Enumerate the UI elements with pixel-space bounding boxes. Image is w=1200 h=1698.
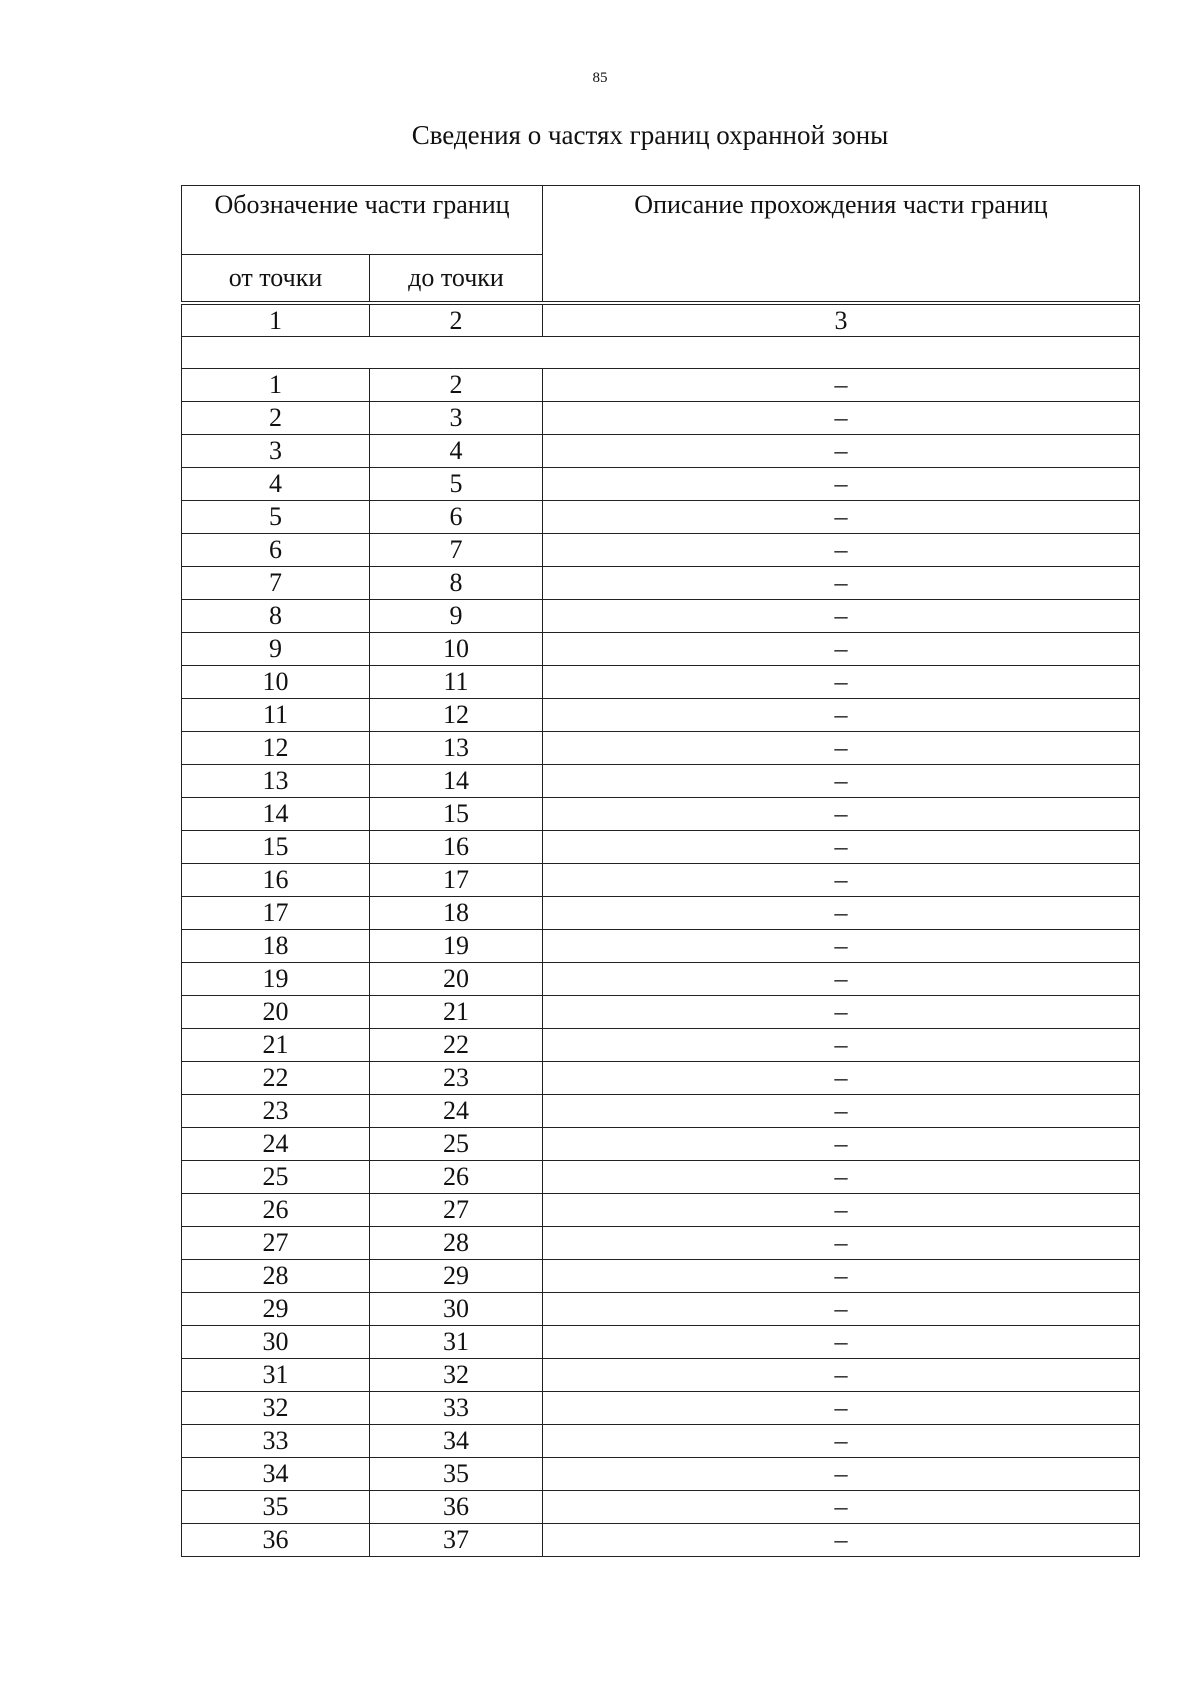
to-point-cell: 34 [370, 1425, 543, 1458]
to-point-cell: 33 [370, 1392, 543, 1425]
description-cell: – [543, 1128, 1140, 1161]
to-point-cell: 22 [370, 1029, 543, 1062]
to-point-cell: 19 [370, 930, 543, 963]
table-row [182, 996, 1140, 1029]
table-row [182, 534, 1140, 567]
from-point-cell: 35 [182, 1491, 370, 1524]
to-point-cell: 25 [370, 1128, 543, 1161]
column-number-row [182, 305, 1140, 337]
to-point-cell: 15 [370, 798, 543, 831]
from-point-cell: 13 [182, 765, 370, 798]
to-point-cell: 7 [370, 534, 543, 567]
from-point-cell: 28 [182, 1260, 370, 1293]
description-cell: – [543, 1326, 1140, 1359]
column-number: 2 [370, 305, 543, 337]
from-point-cell: 15 [182, 831, 370, 864]
from-point-cell: 32 [182, 1392, 370, 1425]
from-point-cell: 34 [182, 1458, 370, 1491]
description-cell: – [543, 996, 1140, 1029]
table-row [182, 1260, 1140, 1293]
from-point-cell: 7 [182, 567, 370, 600]
table-row [182, 831, 1140, 864]
description-cell: – [543, 765, 1140, 798]
from-point-cell: 29 [182, 1293, 370, 1326]
section-blank-row [182, 337, 1140, 369]
to-point-cell: 4 [370, 435, 543, 468]
from-point-cell: 9 [182, 633, 370, 666]
description-cell: – [543, 435, 1140, 468]
table-row [182, 501, 1140, 534]
table-row [182, 963, 1140, 996]
column-number: 1 [182, 305, 370, 337]
from-point-cell: 12 [182, 732, 370, 765]
to-point-cell: 8 [370, 567, 543, 600]
from-point-cell: 23 [182, 1095, 370, 1128]
from-point-cell: 2 [182, 402, 370, 435]
to-point-cell: 27 [370, 1194, 543, 1227]
table-row [182, 897, 1140, 930]
description-cell: – [543, 1425, 1140, 1458]
description-cell: – [543, 567, 1140, 600]
table-row [182, 1425, 1140, 1458]
from-point-cell: 33 [182, 1425, 370, 1458]
from-point-cell: 24 [182, 1128, 370, 1161]
description-cell: – [543, 1260, 1140, 1293]
page-number: 85 [592, 70, 608, 86]
description-cell: – [543, 1062, 1140, 1095]
table-row [182, 864, 1140, 897]
description-cell: – [543, 963, 1140, 996]
header-to: до точки [370, 255, 543, 302]
section-blank-cell [182, 337, 1140, 369]
header-description-label: Описание прохождения части границ [634, 190, 1048, 219]
from-point-cell: 18 [182, 930, 370, 963]
description-cell: – [543, 798, 1140, 831]
description-cell: – [543, 897, 1140, 930]
description-cell: – [543, 1359, 1140, 1392]
description-cell: – [543, 1095, 1140, 1128]
to-point-cell: 29 [370, 1260, 543, 1293]
description-cell: – [543, 1029, 1140, 1062]
table-row [182, 1392, 1140, 1425]
to-point-cell: 6 [370, 501, 543, 534]
to-point-cell: 37 [370, 1524, 543, 1557]
table-row [182, 1293, 1140, 1326]
description-cell: – [543, 666, 1140, 699]
header-group-cell [182, 186, 543, 255]
to-point-cell: 11 [370, 666, 543, 699]
from-point-cell: 20 [182, 996, 370, 1029]
description-cell: – [543, 831, 1140, 864]
to-point-cell: 2 [370, 369, 543, 402]
table-row [182, 765, 1140, 798]
from-point-cell: 17 [182, 897, 370, 930]
description-cell: – [543, 732, 1140, 765]
table-row [182, 1227, 1140, 1260]
header-description-cell [543, 186, 1140, 302]
table-row [182, 1095, 1140, 1128]
header-row [182, 186, 1140, 255]
to-point-cell: 26 [370, 1161, 543, 1194]
description-cell: – [543, 1227, 1140, 1260]
to-point-cell: 16 [370, 831, 543, 864]
header-from: от точки [182, 255, 370, 302]
to-point-cell: 28 [370, 1227, 543, 1260]
from-point-cell: 27 [182, 1227, 370, 1260]
table-row [182, 600, 1140, 633]
from-point-cell: 16 [182, 864, 370, 897]
to-point-cell: 36 [370, 1491, 543, 1524]
from-point-cell: 8 [182, 600, 370, 633]
table-row [182, 468, 1140, 501]
from-point-cell: 4 [182, 468, 370, 501]
from-point-cell: 19 [182, 963, 370, 996]
from-point-cell: 6 [182, 534, 370, 567]
description-cell: – [543, 930, 1140, 963]
table-row [182, 633, 1140, 666]
table-row [182, 369, 1140, 402]
table-row [182, 930, 1140, 963]
from-point-cell: 21 [182, 1029, 370, 1062]
to-point-cell: 17 [370, 864, 543, 897]
from-point-cell: 31 [182, 1359, 370, 1392]
description-cell: – [543, 864, 1140, 897]
description-cell: – [543, 1161, 1140, 1194]
table-row [182, 699, 1140, 732]
to-point-cell: 30 [370, 1293, 543, 1326]
table-row [182, 1359, 1140, 1392]
description-cell: – [543, 369, 1140, 402]
table-body [182, 186, 1140, 1557]
table-row [182, 798, 1140, 831]
header-group-label: Обозначение части границ [214, 190, 510, 219]
table-row [182, 1491, 1140, 1524]
table-row [182, 666, 1140, 699]
table-row [182, 435, 1140, 468]
table-row [182, 1194, 1140, 1227]
to-point-cell: 10 [370, 633, 543, 666]
description-cell: – [543, 600, 1140, 633]
from-point-cell: 1 [182, 369, 370, 402]
to-point-cell: 24 [370, 1095, 543, 1128]
table-row [182, 1458, 1140, 1491]
description-cell: – [543, 501, 1140, 534]
from-point-cell: 22 [182, 1062, 370, 1095]
to-point-cell: 14 [370, 765, 543, 798]
table-row [182, 1326, 1140, 1359]
to-point-cell: 35 [370, 1458, 543, 1491]
table-row [182, 1029, 1140, 1062]
description-cell: – [543, 1524, 1140, 1557]
table-row [182, 402, 1140, 435]
description-cell: – [543, 699, 1140, 732]
from-point-cell: 5 [182, 501, 370, 534]
description-cell: – [543, 1194, 1140, 1227]
to-point-cell: 31 [370, 1326, 543, 1359]
to-point-cell: 12 [370, 699, 543, 732]
description-cell: – [543, 1458, 1140, 1491]
table-row [182, 732, 1140, 765]
to-point-cell: 13 [370, 732, 543, 765]
from-point-cell: 10 [182, 666, 370, 699]
page-title: Сведения о частях границ охранной зоны [411, 120, 889, 150]
from-point-cell: 11 [182, 699, 370, 732]
description-cell: – [543, 633, 1140, 666]
description-cell: – [543, 468, 1140, 501]
to-point-cell: 32 [370, 1359, 543, 1392]
from-point-cell: 3 [182, 435, 370, 468]
description-cell: – [543, 1293, 1140, 1326]
description-cell: – [543, 1491, 1140, 1524]
from-point-cell: 30 [182, 1326, 370, 1359]
to-point-cell: 21 [370, 996, 543, 1029]
boundary-parts-table [181, 185, 1140, 1557]
table-row [182, 1062, 1140, 1095]
description-cell: – [543, 534, 1140, 567]
table-row [182, 1161, 1140, 1194]
from-point-cell: 14 [182, 798, 370, 831]
table-row [182, 1128, 1140, 1161]
to-point-cell: 9 [370, 600, 543, 633]
to-point-cell: 3 [370, 402, 543, 435]
table-row [182, 1524, 1140, 1557]
from-point-cell: 25 [182, 1161, 370, 1194]
to-point-cell: 23 [370, 1062, 543, 1095]
description-cell: – [543, 402, 1140, 435]
from-point-cell: 26 [182, 1194, 370, 1227]
to-point-cell: 5 [370, 468, 543, 501]
column-number: 3 [543, 305, 1140, 337]
from-point-cell: 36 [182, 1524, 370, 1557]
table-row [182, 567, 1140, 600]
to-point-cell: 18 [370, 897, 543, 930]
to-point-cell: 20 [370, 963, 543, 996]
description-cell: – [543, 1392, 1140, 1425]
